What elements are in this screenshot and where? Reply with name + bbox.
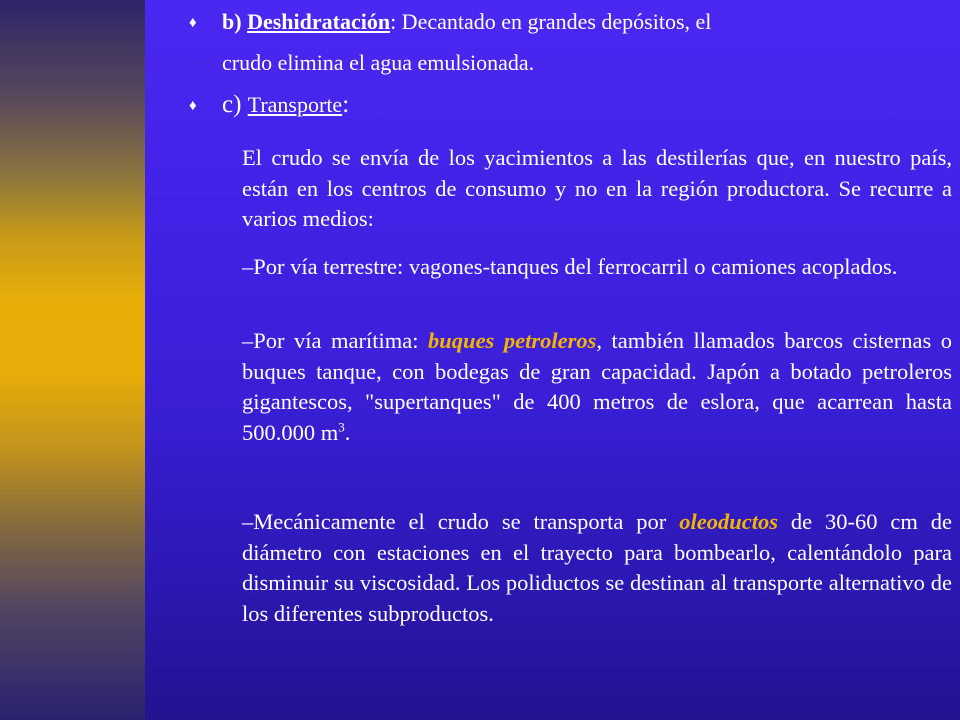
diamond-bullet-icon: ♦ (189, 98, 197, 114)
highlight-buques-petroleros: buques petroleros (428, 328, 597, 353)
highlight-oleoductos: oleoductos (679, 509, 778, 534)
item-b-line2 (222, 46, 938, 80)
item-c-prefix: c) (222, 91, 248, 118)
item-b-line1 (222, 5, 938, 39)
item-b-title: Deshidratación (247, 9, 391, 34)
paragraph-sea-transport (242, 326, 952, 448)
item-b-prefix: b) (222, 9, 248, 34)
item-c-heading (222, 88, 938, 122)
item-c-suffix: : (342, 91, 350, 118)
decorative-left-bar (0, 0, 145, 720)
pipe-text-before: –Mecánicamente el crudo se transporta por (242, 509, 680, 534)
paragraph-intro: El crudo se envía de los yacimientos a las destilerías que, en nuestro país, están en los centros de consumo y no en la región productora. Se recurre a varios medios: (242, 145, 952, 231)
item-c-title: Transporte (247, 92, 343, 117)
sea-text-before: –Por vía marítima: (242, 328, 429, 353)
paragraph-pipeline-transport (242, 507, 952, 629)
sea-text-end: . (344, 419, 351, 445)
item-b-text-line1: : Decantado en grandes depósitos, el (390, 9, 712, 34)
paragraph-land-transport: –Por vía terrestre: vagones-tanques del ferrocarril o camiones acoplados. (242, 254, 898, 279)
pipe-text-after: de 30-60 cm de diámetro con estaciones en el trayecto para bombearlo, calentándolo para disminuir su viscosidad. Los poliductos se destinan al transporte alternativo de los diferentes subproductos. (242, 509, 952, 626)
sea-text-after: , también llamados barcos cisternas o buques tanque, con bodegas de gran capacidad. Japón a botado petroleros gigantescos, "supertanques" de 400 metros de eslora, que acarrean hasta 500.000 m (242, 328, 952, 445)
superscript-cubic: 3 (338, 419, 345, 434)
item-b-text-line2: crudo elimina el agua emulsionada. (222, 50, 535, 75)
diamond-bullet-icon: ♦ (189, 15, 197, 31)
